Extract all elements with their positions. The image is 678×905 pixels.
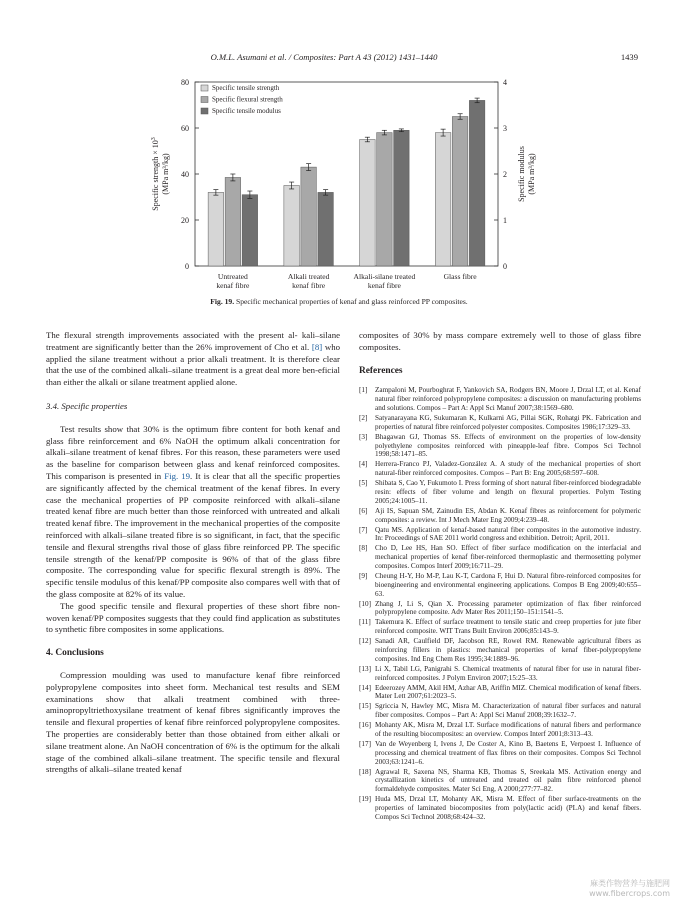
watermark — [589, 879, 670, 899]
reference-number: [6] — [359, 506, 368, 515]
category-label-line-2: kenaf fibre — [292, 281, 326, 290]
paragraph-conclusions: Compression moulding was used to manufacture kenaf fibre reinforced polypropylene composites into sheet form. Mechanical test results and SEM examinations show that alkali treatment combined with three-aminopropyltriethoxysilane treatment of kenaf fibres significantly improves the tensile and flexural properties of kenaf fibre reinforced polypropylene composites. The properties are considerably better than those obtained from either alkali or silane treatment alone. An NaOH concentration of 6% is the optimum for the alkali stage of the combined alkali–silane treatment. The specific tensile and flexural strengths of alkali–silane treated kenaf — [46, 669, 340, 775]
reference-item — [359, 768, 641, 795]
bar — [301, 167, 317, 266]
reference-number: [18] — [359, 767, 371, 776]
bar — [394, 130, 410, 266]
reference-item — [359, 684, 641, 702]
watermark-line-1: 麻类作物营养与施肥网 — [590, 879, 670, 888]
figure-link-19[interactable]: Fig. 19 — [164, 470, 190, 481]
reference-list — [359, 386, 641, 821]
reference-item — [359, 479, 641, 506]
reference-number: [8] — [359, 544, 368, 553]
bar — [318, 192, 334, 266]
reference-number: [11] — [359, 618, 371, 627]
category-label: Alkali-silane treated — [353, 272, 416, 281]
reference-item — [359, 526, 641, 544]
reference-text: Satyanarayana KG, Sukumaran K, Kulkarni AG, Pillai SGK, Rohatgi PK. Fabrication and properties of natural fibre reinforced polyester composites. Composites 1986;17:329–33. — [375, 414, 641, 431]
reference-number: [13] — [359, 664, 371, 673]
right-tick-label: 0 — [503, 262, 507, 271]
reference-item — [359, 600, 641, 618]
reference-number: [5] — [359, 479, 368, 488]
text-line: without a prior alkali treatment. It is therefore clear that the use — [46, 353, 340, 376]
reference-item — [359, 572, 641, 599]
reference-link-8[interactable]: [8] — [311, 341, 323, 352]
running-title: O.M.L. Asumani et al. / Composites: Part A 43 (2012) 1431–1440 — [210, 52, 438, 62]
y-axis-label-right-units: (MPa m³/kg) — [527, 153, 536, 195]
references-heading: References — [359, 365, 403, 376]
legend-label: Specific tensile strength — [212, 84, 280, 92]
paragraph-applications: The good specific tensile and flexural properties of these short fibre non-woven kenaf/PP composites suggests that they could find application as substitutes to synthetic fibre composites in some applications. — [46, 600, 340, 635]
section-heading-3-4: 3.4. Specific properties — [46, 400, 128, 411]
figure-19 — [140, 72, 560, 304]
reference-item — [359, 386, 641, 413]
bar — [452, 117, 468, 267]
reference-text: Sanadi AR, Caulfield DF, Jacobson RE, Rowel RM. Renewable agricultural fibers as reinforcing fillers in plastics: mechanical properties of kenaf fiber-polypropylene composites. Ind Eng Chem Res 1995;34:1889–96. — [375, 637, 641, 663]
watermark-line-2: www.fibercrops.com — [589, 889, 670, 898]
reference-text: Zhang J, Li S, Qian X. Processing parameter optimization of flax fiber reinforced polypropylene composite. Adv Mater Res 2011;150–151:1541–5. — [375, 599, 641, 617]
legend-swatch — [201, 85, 208, 91]
reference-text: Cho D, Lee HS, Han SO. Effect of fiber surface modification on the interfacial and mechanical properties of kenaf fiber-reinforced thermoplastic and thermosetting polymer composites. Compos Interf 2009;16:711–29. — [375, 544, 641, 571]
reference-number: [4] — [359, 460, 368, 469]
reference-text: Aji IS, Sapuan SM, Zainudin ES, Abdan K. Kenaf fibres as reinforcement for polymeric composites: a review. Int J Mech Mater Eng 2009;4:239–48. — [375, 506, 641, 524]
legend-label: Specific flexural strength — [212, 95, 283, 104]
category-label-line-2: kenaf fibre — [367, 281, 401, 290]
reference-item — [359, 721, 641, 739]
reference-text: Cheung H-Y, Ho M-P, Lau K-T, Cardona F, Hui D. Natural fibre-reinforced composites for bioengineering and environmental engineering applications. Compos B Eng 2009;40:655–63. — [375, 572, 641, 598]
reference-number: [10] — [359, 599, 371, 608]
reference-number: [9] — [359, 572, 368, 581]
left-tick-label: 80 — [181, 78, 189, 87]
reference-text: Li X, Tabil LG, Panigrahi S. Chemical treatments of natural fiber for use in natural fiber-reinforced composites. J Polym Environ 2007;15:25–33. — [375, 664, 641, 682]
category-label: Glass fibre — [443, 272, 477, 281]
caption-label: Fig. 19. — [210, 297, 235, 306]
reference-item — [359, 507, 641, 525]
left-tick-label: 20 — [181, 216, 189, 225]
bar — [208, 192, 224, 266]
caption-text: Specific mechanical properties of kenaf and glass reinforced PP composites. — [236, 297, 468, 306]
bar-chart — [140, 72, 560, 304]
text-line: The flexural strength improvements associated with the present al- — [46, 330, 298, 340]
left-tick-label: 0 — [185, 262, 189, 271]
text-span: Test results show that 30% is the optimum fibre content for both kenaf and glass fibre reinforcement and 6% NaOH the optimum alkali concentration for alkali–silane treatment of kenaf fibres. For this reason, these parameters were used as the baseline for comparison between glass and kenaf reinforced composites. This comparison is presented in — [46, 423, 340, 481]
left-tick-label: 60 — [181, 124, 189, 133]
y-axis-label-left: Specific strength × $10^3$ — [151, 137, 160, 211]
text-line: improvement of Cho et al. — [214, 341, 312, 352]
text-line: kali–silane treatment are significantly better than the 26% — [46, 330, 341, 352]
reference-number: [17] — [359, 739, 371, 748]
reference-text: Bhagawan GJ, Thomas SS. Effects of environment on the properties of low-density polyethylene composites reinforced with pineapple-leaf fibre. Compos Sci Technol 1998;58:1471–85. — [375, 432, 641, 459]
reference-text: Edeerozey AMM, Akil HM, Azhar AB, Ariffin MIZ. Chemical modification of kenaf fibers. Mater Lett 2007;61:2023–5. — [375, 683, 641, 701]
reference-number: [15] — [359, 702, 371, 711]
reference-text: Shibata S, Cao Y, Fukumoto I. Press forming of short natural fiber-reinforced biodegradable resin: effects of fiber volume and length on flexural properties. Polym Testing 2005;24:1005–11. — [375, 479, 641, 505]
paragraph-flexural — [46, 330, 340, 389]
bar — [377, 133, 393, 266]
section-heading-conclusions: 4. Conclusions — [46, 648, 104, 659]
reference-item — [359, 702, 641, 720]
bar — [284, 186, 300, 267]
page-number: 1439 — [620, 52, 638, 62]
bar — [225, 177, 241, 266]
reference-text: Van de Weyenberg I, Ivens J, De Coster A, Kino B, Baetens E, Verpoest I. Influence of processing and chemical treatment of flax fibres on their composites. Compos Sci Technol 2003;63:1241–6. — [375, 739, 641, 766]
reference-text: Mohanty AK, Misra M, Drzal LT. Surface modifications of natural fibers and performance of the resulting biocomposites: an overview. Compos Interf 2001;8:313–43. — [375, 721, 641, 739]
y-axis-label-right: Specific modulus — [517, 146, 526, 202]
legend-swatch — [201, 108, 208, 114]
reference-item — [359, 795, 641, 822]
paragraph-specific-properties — [46, 424, 340, 601]
figure-caption — [0, 297, 678, 306]
y-axis-label-left-units: (MPa m³/kg) — [161, 153, 170, 195]
reference-number: [19] — [359, 795, 371, 804]
reference-number: [12] — [359, 637, 371, 646]
legend-swatch — [201, 97, 208, 103]
reference-text: Herrera-Franco PJ, Valadez-González A. A study of the mechanical properties of short natural-fiber reinforced composites. Compos – Part B: Eng 2005;68:597–608. — [375, 460, 641, 478]
right-column — [359, 330, 641, 823]
bar — [469, 100, 485, 266]
reference-number: [14] — [359, 683, 371, 692]
category-label: Alkali treated — [287, 272, 330, 281]
legend-label: Specific tensile modulus — [212, 107, 281, 115]
bar — [435, 133, 451, 266]
reference-number: [16] — [359, 721, 371, 730]
reference-item — [359, 665, 641, 683]
reference-text: Takemura K. Effect of surface treatment to tensile static and creep properties for jute fiber reinforced composite. WIT Trans Built Environ 2006;85:143–9. — [375, 618, 641, 636]
reference-text: Zampaloni M, Pourboghrat F, Yankovich SA, Rodgers BN, Moore J, Drzal LT, et al. Kenaf natural fiber reinforced polypropylene composites: a discussion on manufacturing problems and solutions. Compos – Part A: Appl Sci Manuf 2007;38:1569–680. — [375, 386, 641, 413]
reference-number: [3] — [359, 432, 368, 441]
reference-text: Agrawal R, Saxena NS, Sharma KB, Thomas S, Sreekala MS. Activation energy and crystallization kinetics of untreated and treated oil palm fibre reinforced phenol formaldehyde composites. Mater Sci Eng, A 2000;277:77–82. — [375, 767, 641, 794]
bar — [242, 195, 258, 266]
right-tick-label: 2 — [503, 170, 507, 179]
running-header — [0, 52, 678, 66]
reference-item — [359, 618, 641, 636]
reference-text: Huda MS, Drzal LT, Mohanty AK, Misra M. Effect of fiber surface-treatments on the properties of laminated biocomposites from poly(lactic acid) (PLA) and kenaf fibers. Compos Sci Technol 2008;68:424–32. — [375, 795, 641, 821]
text-line: of the combined alkali–silane treatment is a great deal more ben- — [88, 365, 319, 376]
left-column — [46, 330, 340, 776]
paragraph-continuation: composites of 30% by mass compare extremely well to those of glass fibre composites. — [359, 330, 641, 352]
reference-number: [2] — [359, 414, 368, 423]
reference-item — [359, 433, 641, 460]
text-line: who applied the silane treatment — [46, 341, 340, 364]
category-label-line-2: kenaf fibre — [216, 281, 250, 290]
reference-item — [359, 637, 641, 664]
reference-text: Qatu MS. Application of kenaf-based natural fiber composites in the automotive industry. In: Proceedings of SAE 2011 world congress and exhibition. Detroit; April, 2011. — [375, 525, 641, 543]
reference-item — [359, 544, 641, 571]
text-line: eficial than either the alkali or silane treatment applied alone. — [46, 365, 340, 388]
bar — [360, 140, 376, 267]
right-tick-label: 1 — [503, 216, 507, 225]
reference-item — [359, 740, 641, 767]
category-label: Untreated — [217, 272, 248, 281]
right-tick-label: 3 — [503, 124, 507, 133]
text-span: . It is clear that all the specific properties are significantly affected by the chemical treatment of the kenaf fibres. In every case the mechanical properties of PP composite reinforced with alkali–silane treated kenaf fibre are much better than those reinforced with untreated and alkali treated kenaf fibre. The improvement in the mechanical properties of the composite reinforced with alkali–silane treated fibre is so significant, in fact, that the specific tensile and flexural strengths rival those of glass fibre reinforced PP. The specific tensile strength of the kenaf/PP composite is 96% of that of the glass fibre composite. The corresponding value for specific flexural strength is 89%. The specific tensile modulus of this kenaf/PP composite also compares well with that of the glass composite at 82% of its value. — [46, 470, 340, 599]
y-axis-label-left-superscript: 3 — [151, 137, 157, 141]
reference-number: [7] — [359, 525, 368, 534]
reference-number: [1] — [359, 386, 368, 395]
right-tick-label: 4 — [503, 78, 507, 87]
reference-item — [359, 414, 641, 432]
left-tick-label: 40 — [181, 170, 189, 179]
reference-item — [359, 460, 641, 478]
reference-text: Sgriccia N, Hawley MC, Misra M. Characterization of natural fiber surfaces and natural fiber composites. Compos – Part A: Appl Sci Manuf 2008;39:1632–7. — [375, 702, 641, 720]
